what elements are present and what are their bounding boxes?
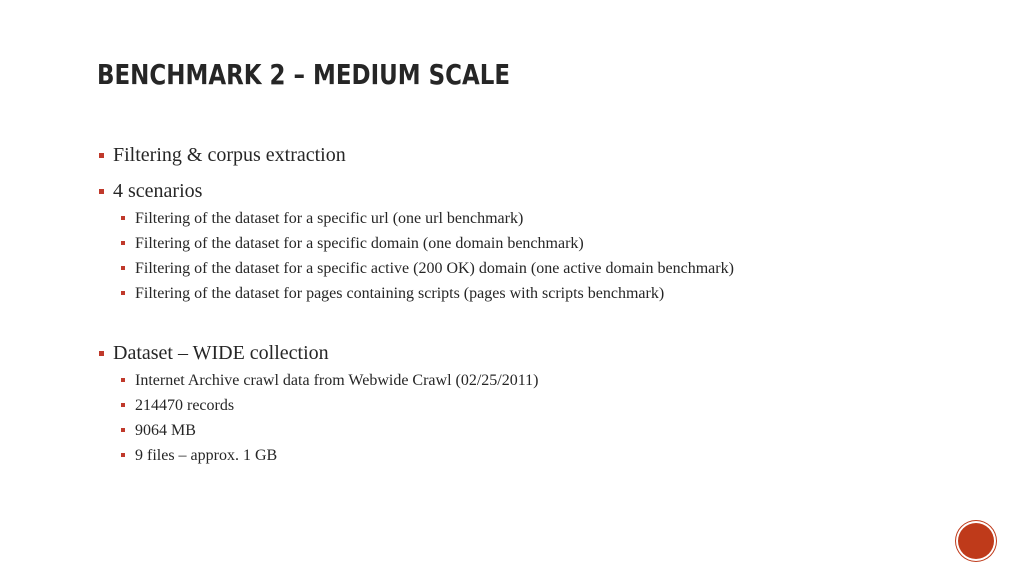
slide-number-badge-icon <box>958 523 994 559</box>
bullet-square-icon <box>121 291 125 295</box>
bullet-square-icon <box>99 189 104 194</box>
bullet-level2 <box>98 208 958 229</box>
bullet-level2 <box>98 370 958 391</box>
bullet-level2 <box>98 420 958 441</box>
bullet-level2 <box>98 283 958 304</box>
bullet-level1 <box>98 340 958 366</box>
bullet-level1 <box>98 178 958 204</box>
bullet-square-icon <box>99 351 104 356</box>
bullet-text: 214470 records <box>135 397 235 414</box>
bullet-text: Filtering of the dataset for a specific domain (one domain benchmark) <box>135 235 584 252</box>
bullet-square-icon <box>121 453 125 457</box>
bullet-square-icon <box>99 153 104 158</box>
bullet-level2 <box>98 258 958 279</box>
bullet-level2 <box>98 445 958 466</box>
bullet-text: Filtering of the dataset for pages containing scripts (pages with scripts benchmark) <box>135 285 665 302</box>
slide-body <box>98 142 958 466</box>
bullet-level1 <box>98 142 958 168</box>
bullet-square-icon <box>121 266 125 270</box>
bullet-text: Filtering of the dataset for a specific active (200 OK) domain (one active domain benchmark) <box>135 260 734 277</box>
slide-title: BENCHMARK 2 – MEDIUM SCALE <box>97 58 511 91</box>
bullet-square-icon <box>121 378 125 382</box>
bullet-level2 <box>98 395 958 416</box>
bullet-square-icon <box>121 403 125 407</box>
bullet-text: Internet Archive crawl data from Webwide Crawl (02/25/2011) <box>135 372 539 389</box>
bullet-square-icon <box>121 241 125 245</box>
bullet-text: 9064 MB <box>135 422 196 439</box>
bullet-text: 9 files – approx. 1 GB <box>135 447 278 464</box>
bullet-level2 <box>98 233 958 254</box>
bullet-text: Dataset – WIDE collection <box>113 342 329 364</box>
bullet-text: Filtering of the dataset for a specific url (one url benchmark) <box>135 210 524 227</box>
bullet-square-icon <box>121 428 125 432</box>
bullet-text: 4 scenarios <box>113 180 203 202</box>
bullet-text: Filtering & corpus extraction <box>113 144 346 166</box>
bullet-square-icon <box>121 216 125 220</box>
